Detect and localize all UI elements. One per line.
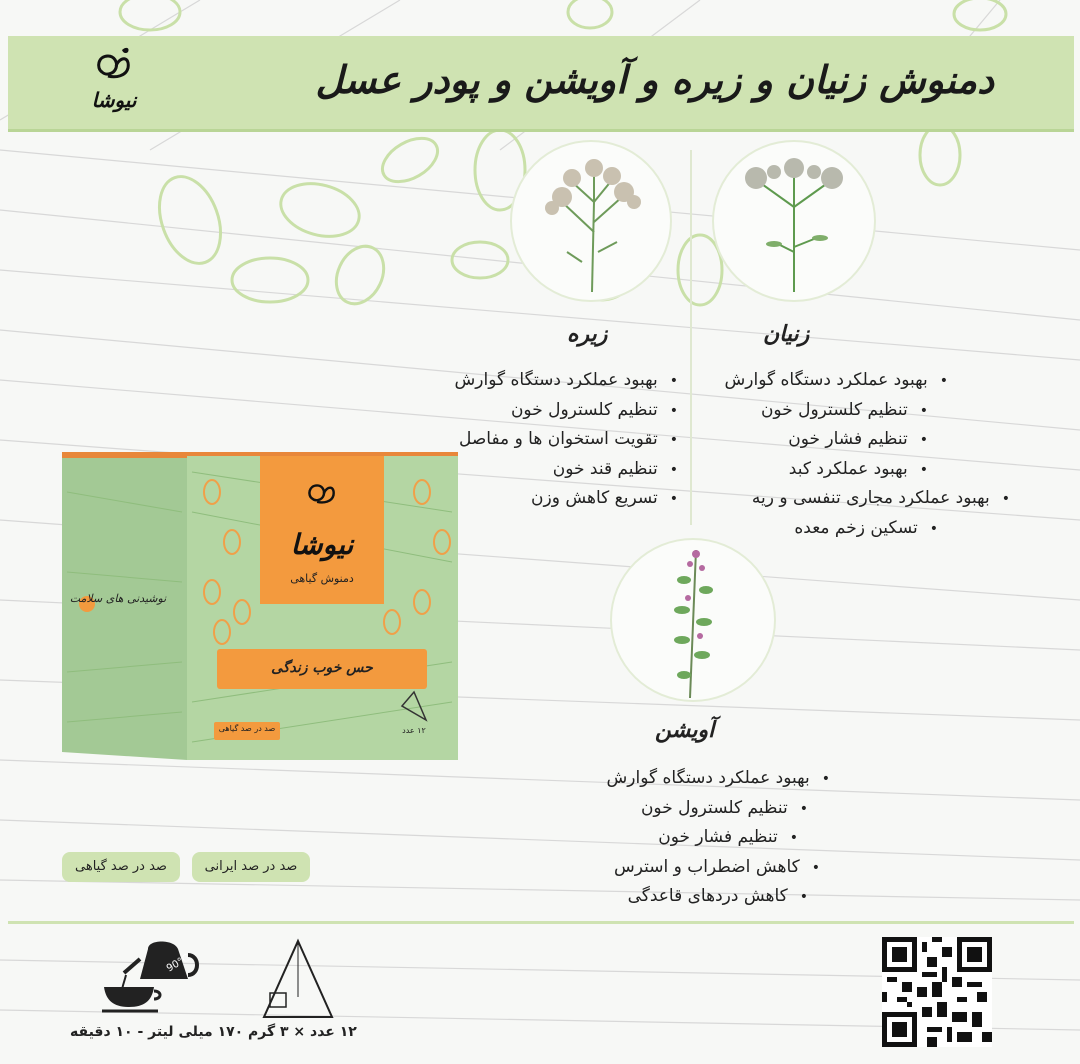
avishan-illustration <box>610 538 776 702</box>
avishan-benefits-list <box>607 764 830 912</box>
avishan-heading: آویشن <box>655 718 715 743</box>
list-item: • بهبود عملکرد مجاری تنفسی و ریه <box>725 484 1010 514</box>
brand-logo <box>76 42 152 122</box>
list-item: • بهبود عملکرد دستگاه گوارش <box>455 366 678 396</box>
teapot-swan-icon <box>92 42 136 86</box>
list-item: • تقویت استخوان ها و مفاصل <box>455 425 678 455</box>
list-item: • تنظیم کلسترول خون <box>607 794 808 824</box>
zire-benefits-list <box>455 366 678 514</box>
list-item: • کاهش دردهای قاعدگی <box>607 882 808 912</box>
zenyan-heading: زنیان <box>763 322 810 347</box>
list-item: • بهبود عملکرد کبد <box>725 455 928 485</box>
zenyan-benefits-list <box>725 366 1010 543</box>
list-item: • تنظیم فشار خون <box>607 823 798 853</box>
list-item: • بهبود عملکرد دستگاه گوارش <box>607 764 830 794</box>
zire-heading: زیره <box>567 322 608 347</box>
zire-illustration <box>510 140 672 302</box>
list-item: • تنظیم کلسترول خون <box>725 396 928 426</box>
temperature-label: 90°C <box>164 952 192 975</box>
box-count: ۱۲ عدد <box>402 726 426 735</box>
footer-divider <box>8 921 1074 924</box>
list-item: • تنظیم فشار خون <box>725 425 928 455</box>
teabag-caption: ۱۲ عدد × ۳ گرم <box>248 1024 357 1040</box>
box-badge: صد در صد گیاهی <box>218 724 276 733</box>
list-item: • بهبود عملکرد دستگاه گوارش <box>725 366 948 396</box>
qr-code-icon <box>882 937 992 1047</box>
list-item: • کاهش اضطراب و استرس <box>607 853 820 883</box>
badge-iranian: صد در صد ایرانی <box>192 852 310 882</box>
box-subtitle: دمنوش گیاهی <box>290 572 354 585</box>
box-slogan: حس خوب زندگی <box>271 660 373 676</box>
ajwain-plant-icon <box>714 142 874 300</box>
list-item: • تسکین زخم معده <box>725 514 938 544</box>
column-divider <box>690 150 692 525</box>
brew-caption: ۱۷۰ میلی لیتر - ۱۰ دقیقه <box>70 1024 244 1040</box>
cumin-plant-icon <box>512 142 670 300</box>
list-item: • تسریع کاهش وزن <box>455 484 678 514</box>
zenyan-illustration <box>712 140 876 302</box>
list-item: • تنظیم کلسترول خون <box>455 396 678 426</box>
thyme-plant-icon <box>612 540 774 700</box>
box-illustration <box>62 452 458 760</box>
list-item: • تنظیم قند خون <box>455 455 678 485</box>
box-brand-name: نیوشا <box>290 528 354 561</box>
teapot-cup-icon <box>98 935 208 1015</box>
box-side-text: نوشیدنی های سلامت <box>69 592 167 605</box>
product-box <box>62 452 458 760</box>
title-banner <box>8 36 1074 132</box>
badge-herbal: صد در صد گیاهی <box>62 852 180 882</box>
page-title: دمنوش زنیان و زیره و آویشن و پودر عسل <box>315 58 994 102</box>
teapot-swan-icon <box>302 474 342 510</box>
teabag-icon <box>260 937 336 1023</box>
brand-name: نیوشا <box>91 88 137 112</box>
